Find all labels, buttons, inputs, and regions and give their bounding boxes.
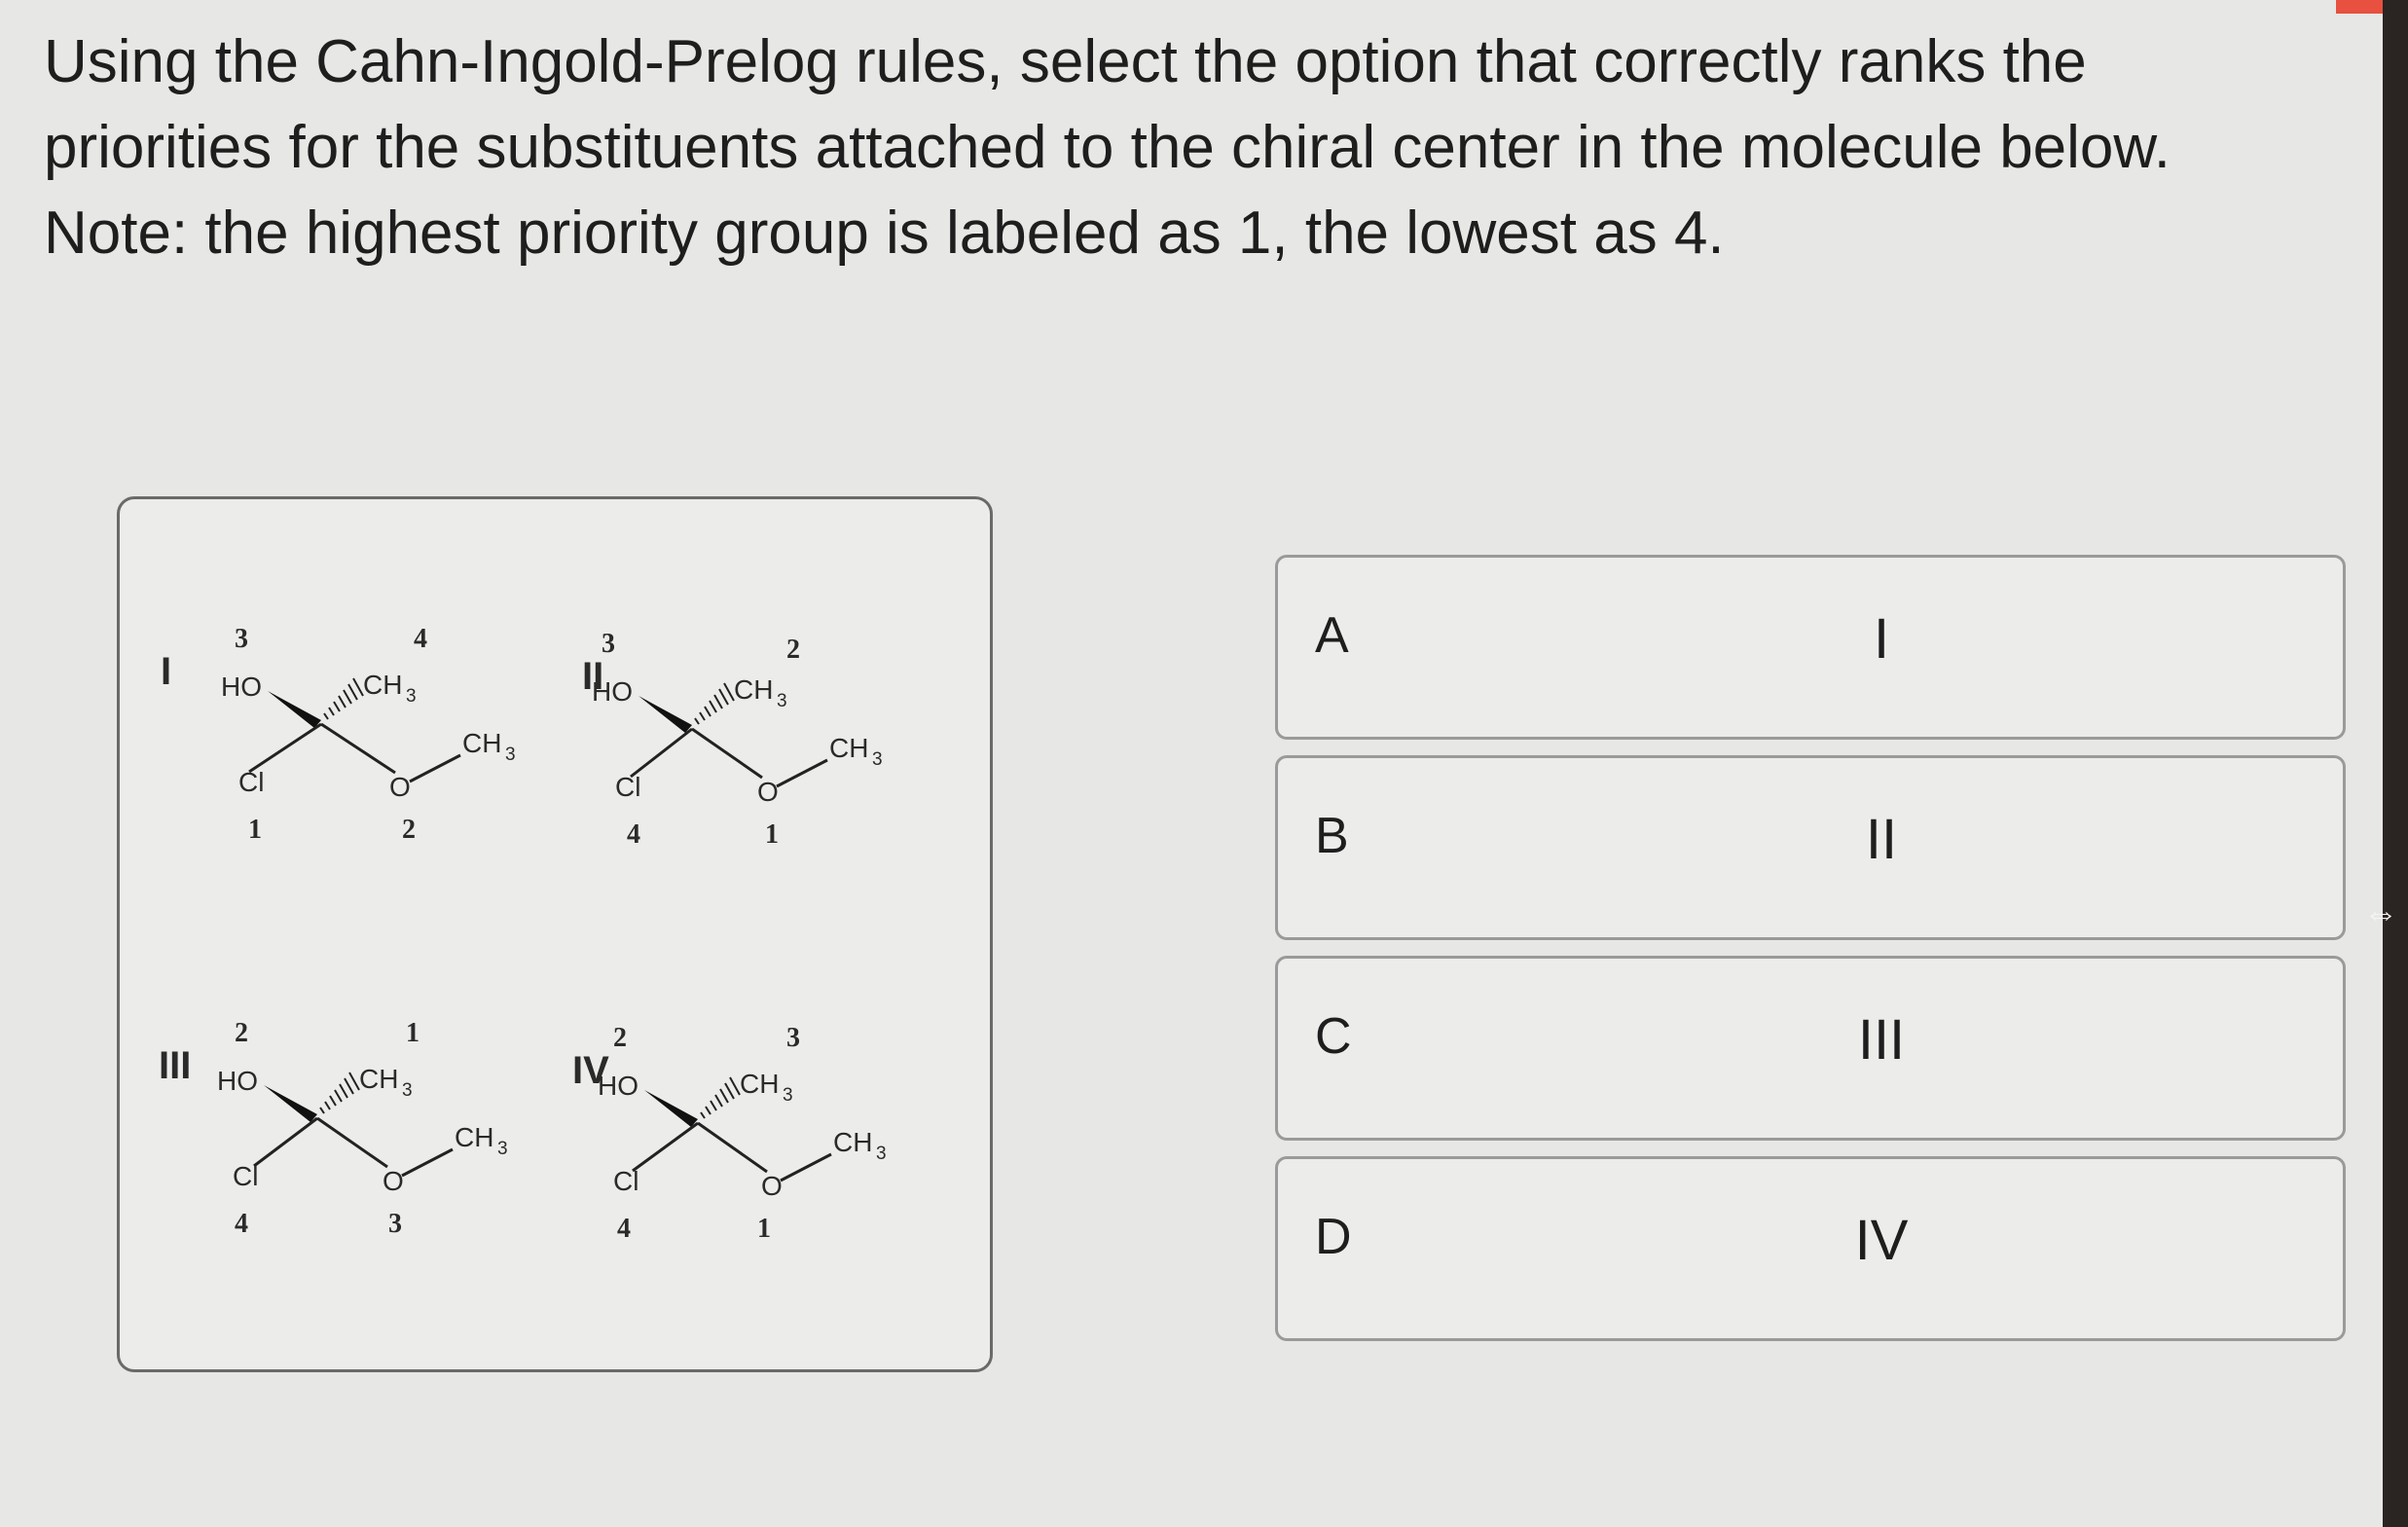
priority-cl: 1 — [248, 815, 262, 845]
priority-o: 1 — [765, 819, 779, 850]
atom-cl: Cl — [233, 1161, 259, 1191]
structure-label: III — [159, 1044, 192, 1087]
option-value: III — [1857, 1008, 1906, 1072]
svg-text:3: 3 — [783, 1085, 793, 1106]
structure-i — [161, 624, 516, 845]
atom-ho: HO — [598, 1071, 638, 1101]
priority-cl: 4 — [627, 819, 640, 850]
atom-ho: HO — [217, 1066, 258, 1096]
option-d[interactable] — [1275, 1156, 2346, 1341]
option-value: I — [1873, 607, 1890, 671]
priority-cl: 4 — [617, 1214, 631, 1244]
atom-ch: CH — [363, 670, 403, 700]
option-letter: A — [1315, 607, 1349, 664]
priority-ch3: 1 — [406, 1018, 420, 1048]
atom-cl: Cl — [613, 1166, 639, 1196]
atom-ch: CH — [359, 1064, 399, 1094]
atom-ch: CH — [740, 1069, 780, 1099]
svg-text:3: 3 — [505, 745, 516, 765]
option-letter: D — [1315, 1209, 1352, 1265]
question-text: Using the Cahn-Ingold-Prelog rules, select the option that correctly ranks the priorities for the substituents attached to the chiral center in the molecule below. Note: the highest priority group is labeled as 1, the lowest as 4. — [44, 28, 2171, 267]
atom-o: O — [389, 772, 411, 802]
priority-o: 1 — [757, 1214, 771, 1244]
option-c[interactable] — [1275, 956, 2346, 1141]
svg-text:3: 3 — [777, 691, 787, 711]
svg-text:3: 3 — [402, 1080, 413, 1101]
option-value: II — [1865, 808, 1898, 871]
svg-text:3: 3 — [876, 1144, 887, 1164]
priority-o: 3 — [388, 1209, 402, 1239]
option-b[interactable] — [1275, 755, 2346, 940]
atom-ho: HO — [592, 676, 633, 707]
structure-label: I — [161, 650, 172, 693]
atom-ch: CH — [462, 728, 502, 758]
atom-o: O — [757, 777, 779, 807]
priority-ho: 2 — [613, 1023, 627, 1053]
structure-label: IV — [572, 1049, 609, 1092]
atom-o: O — [761, 1171, 783, 1201]
option-a[interactable] — [1275, 555, 2346, 740]
priority-o: 2 — [402, 815, 416, 845]
structure-iii — [159, 1018, 508, 1239]
horizontal-resize-icon: ⇔ — [2363, 892, 2398, 932]
atom-cl: Cl — [615, 772, 641, 802]
priority-ho: 2 — [235, 1018, 248, 1048]
option-letter: C — [1315, 1008, 1352, 1065]
svg-text:3: 3 — [497, 1139, 508, 1159]
priority-ch3: 4 — [414, 624, 427, 654]
option-letter: B — [1315, 808, 1349, 864]
atom-ch: CH — [829, 733, 869, 763]
answer-options — [1275, 555, 2346, 1357]
svg-text:3: 3 — [406, 686, 417, 707]
atom-cl: Cl — [238, 767, 265, 797]
window-edge — [2383, 0, 2408, 1527]
atom-ch: CH — [833, 1127, 873, 1157]
molecule-figure — [120, 499, 996, 1375]
atom-ch: CH — [455, 1122, 494, 1152]
priority-ho: 3 — [602, 629, 615, 659]
option-value: IV — [1854, 1209, 1909, 1272]
atom-o: O — [383, 1166, 404, 1196]
structure-ii — [582, 629, 883, 850]
structure-label: II — [582, 655, 604, 698]
atom-ch: CH — [734, 674, 774, 705]
atom-ho: HO — [221, 672, 262, 702]
structure-iv — [572, 1023, 887, 1244]
svg-text:3: 3 — [872, 749, 883, 770]
molecule-figure-panel — [117, 496, 993, 1372]
priority-ch3: 2 — [786, 635, 800, 665]
priority-ho: 3 — [235, 624, 248, 654]
priority-ch3: 3 — [786, 1023, 800, 1053]
priority-cl: 4 — [235, 1209, 248, 1239]
